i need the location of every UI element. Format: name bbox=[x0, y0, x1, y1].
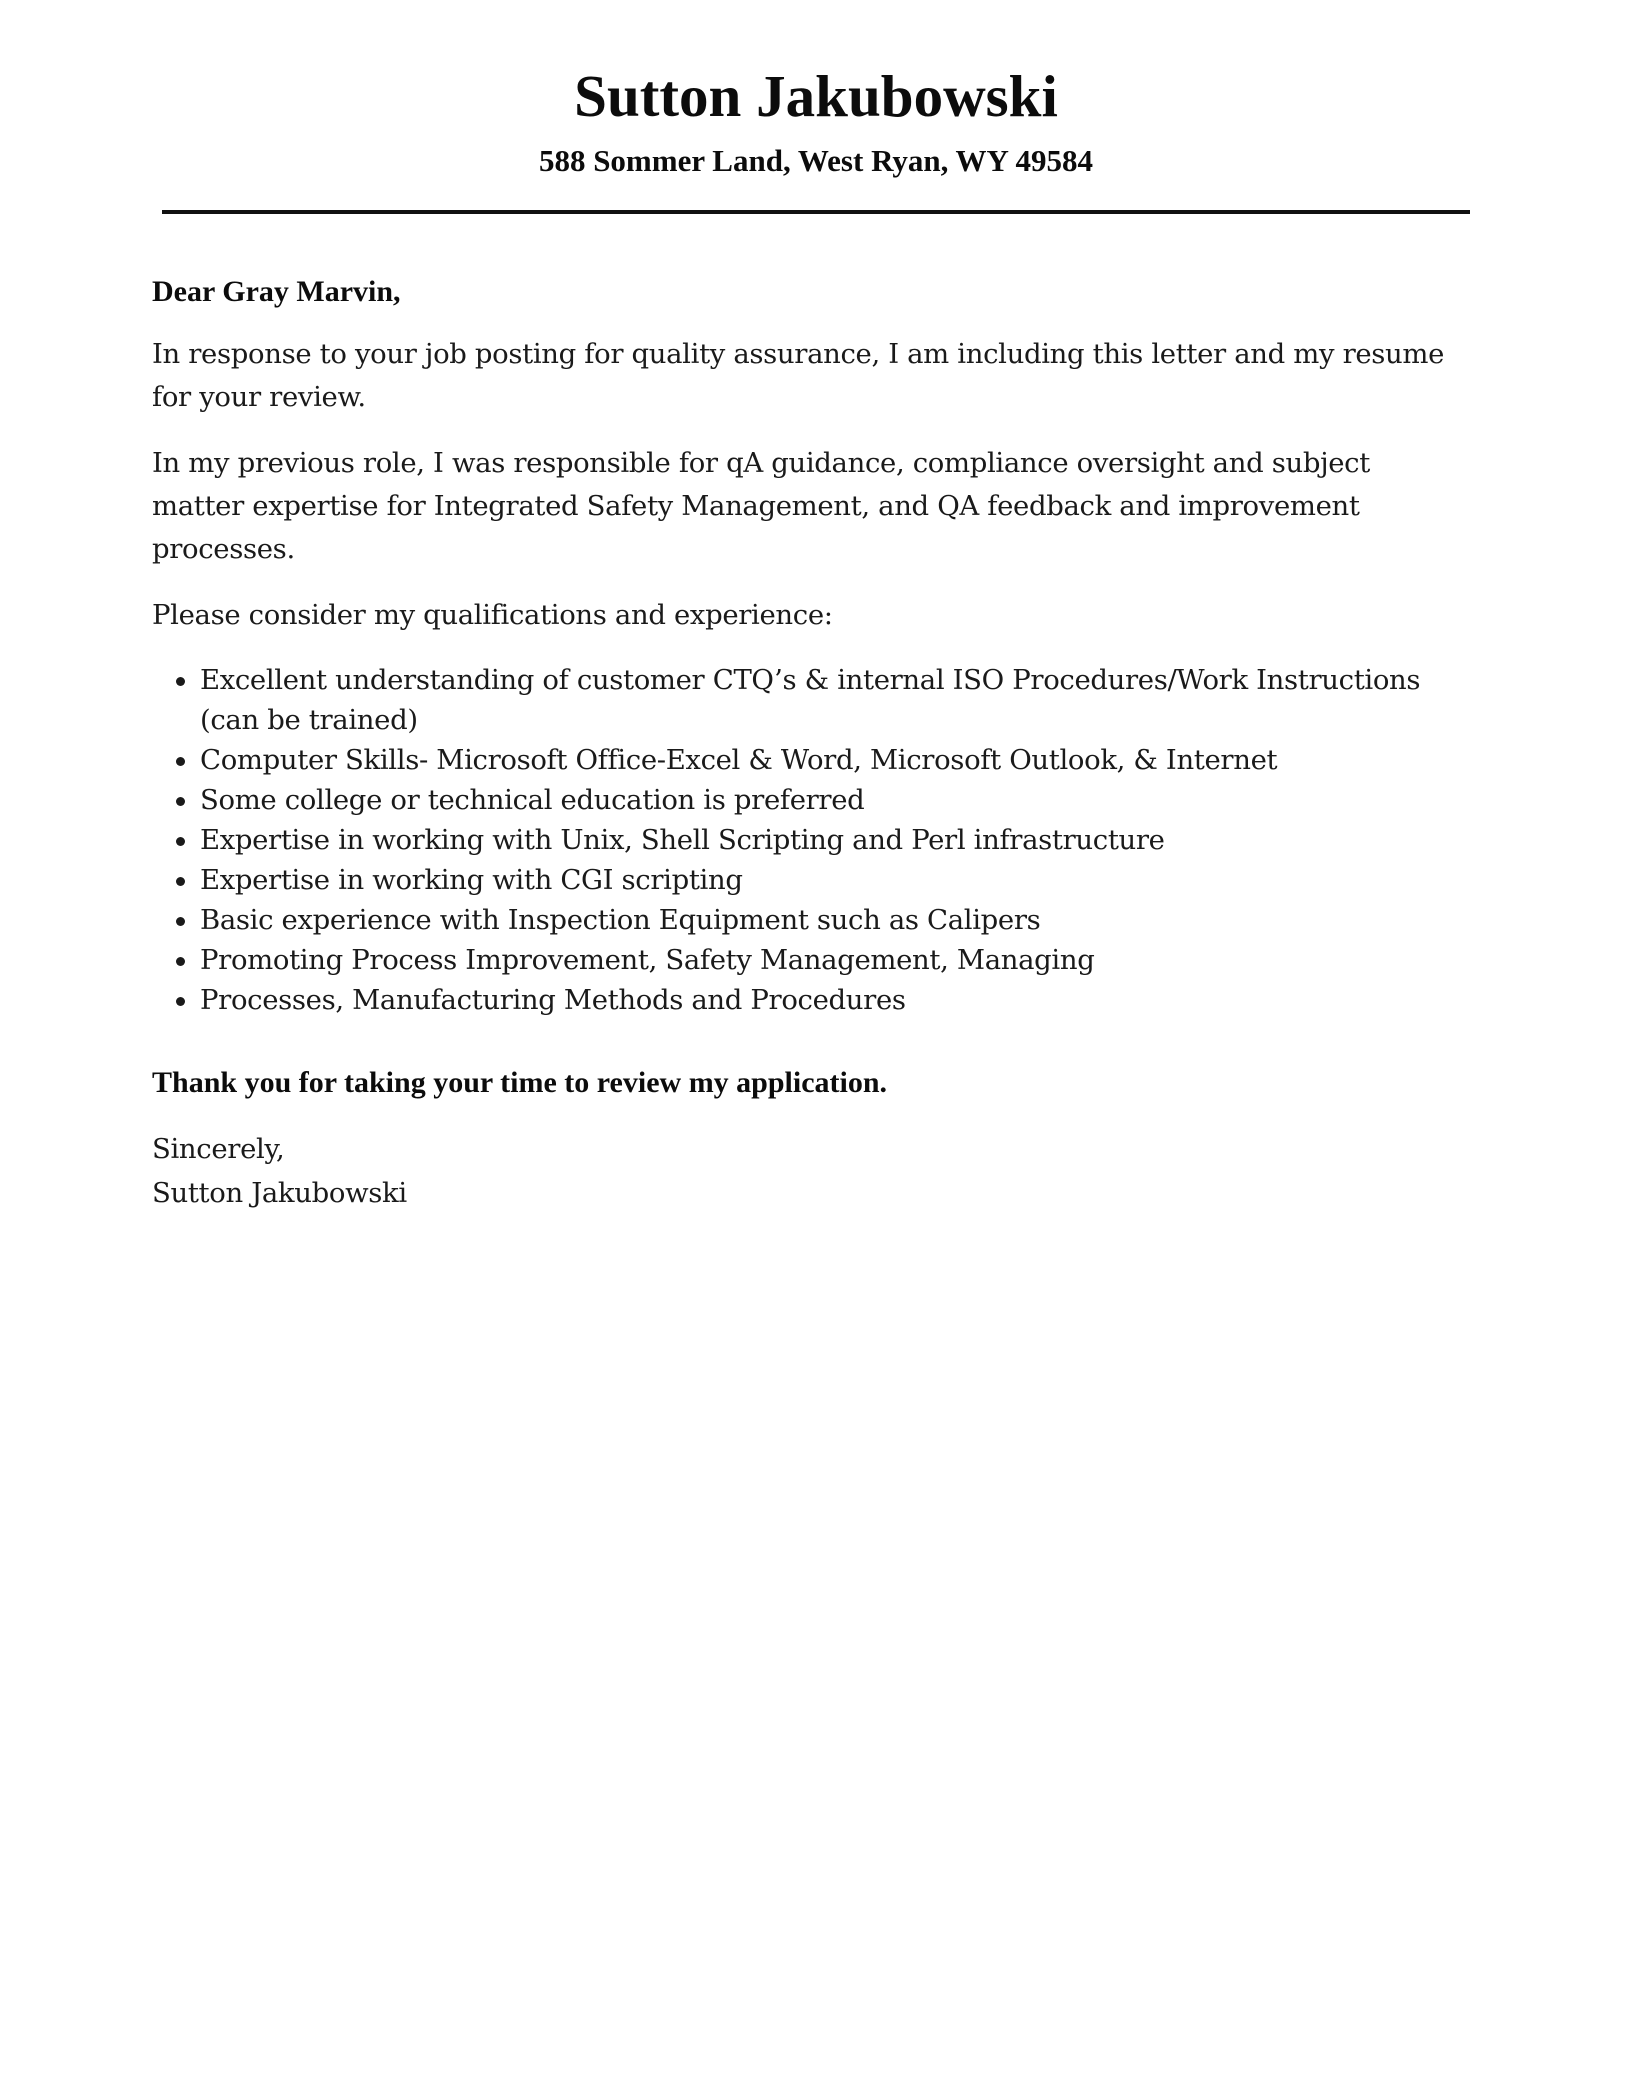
list-item bbox=[152, 900, 1470, 940]
qualifications-list bbox=[152, 660, 1470, 1020]
list-item bbox=[152, 940, 1470, 980]
list-item-text: Basic experience with Inspection Equipment such as Calipers bbox=[200, 904, 1041, 936]
sender-address: 588 Sommer Land, West Ryan, WY 49584 bbox=[538, 143, 1094, 178]
bullet-icon bbox=[176, 957, 185, 966]
qualifications-intro: Please consider my qualifications and experience: bbox=[152, 599, 833, 631]
list-item-text: Expertise in working with Unix, Shell Scripting and Perl infrastructure bbox=[200, 824, 1165, 856]
salutation: Dear Gray Marvin, bbox=[152, 275, 401, 308]
bullet-icon bbox=[176, 837, 185, 846]
list-item-text: Computer Skills- Microsoft Office-Excel & Word, Microsoft Outlook, & Internet bbox=[200, 744, 1278, 776]
closing-phrase: Sincerely, bbox=[152, 1133, 285, 1165]
bullet-icon bbox=[176, 997, 185, 1006]
list-item-text: Expertise in working with CGI scripting bbox=[200, 864, 743, 896]
bullet-icon bbox=[176, 877, 185, 886]
letter-body bbox=[152, 270, 1470, 1215]
list-item bbox=[152, 980, 1470, 1020]
list-item bbox=[152, 820, 1470, 860]
experience-paragraph: In my previous role, I was responsible for qA guidance, compliance oversight and subject matter expertise for Integrated Safety Management, and QA feedback and improvement processes. bbox=[152, 447, 1370, 565]
closing-block bbox=[152, 1127, 1470, 1215]
list-item bbox=[152, 660, 1470, 740]
signature-name: Sutton Jakubowski bbox=[152, 1177, 407, 1209]
list-item-text: Excellent understanding of customer CTQ’s & internal ISO Procedures/Work Instructions (can be trained) bbox=[200, 664, 1421, 736]
bullet-icon bbox=[176, 757, 185, 766]
list-item bbox=[152, 780, 1470, 820]
letter-header bbox=[162, 56, 1470, 178]
list-item-text: Promoting Process Improvement, Safety Management, Managing bbox=[200, 944, 1095, 976]
sender-name: Sutton Jakubowski bbox=[574, 63, 1058, 129]
thank-you-line: Thank you for taking your time to review my application. bbox=[152, 1066, 888, 1099]
list-item-text: Processes, Manufacturing Methods and Procedures bbox=[200, 984, 906, 1016]
list-item bbox=[152, 740, 1470, 780]
bullet-icon bbox=[176, 917, 185, 926]
bullet-icon bbox=[176, 677, 185, 686]
list-item-text: Some college or technical education is preferred bbox=[200, 784, 865, 816]
bullet-icon bbox=[176, 797, 185, 806]
header-divider bbox=[162, 210, 1470, 214]
intro-paragraph: In response to your job posting for quality assurance, I am including this letter and my resume for your review. bbox=[152, 338, 1445, 413]
list-item bbox=[152, 860, 1470, 900]
